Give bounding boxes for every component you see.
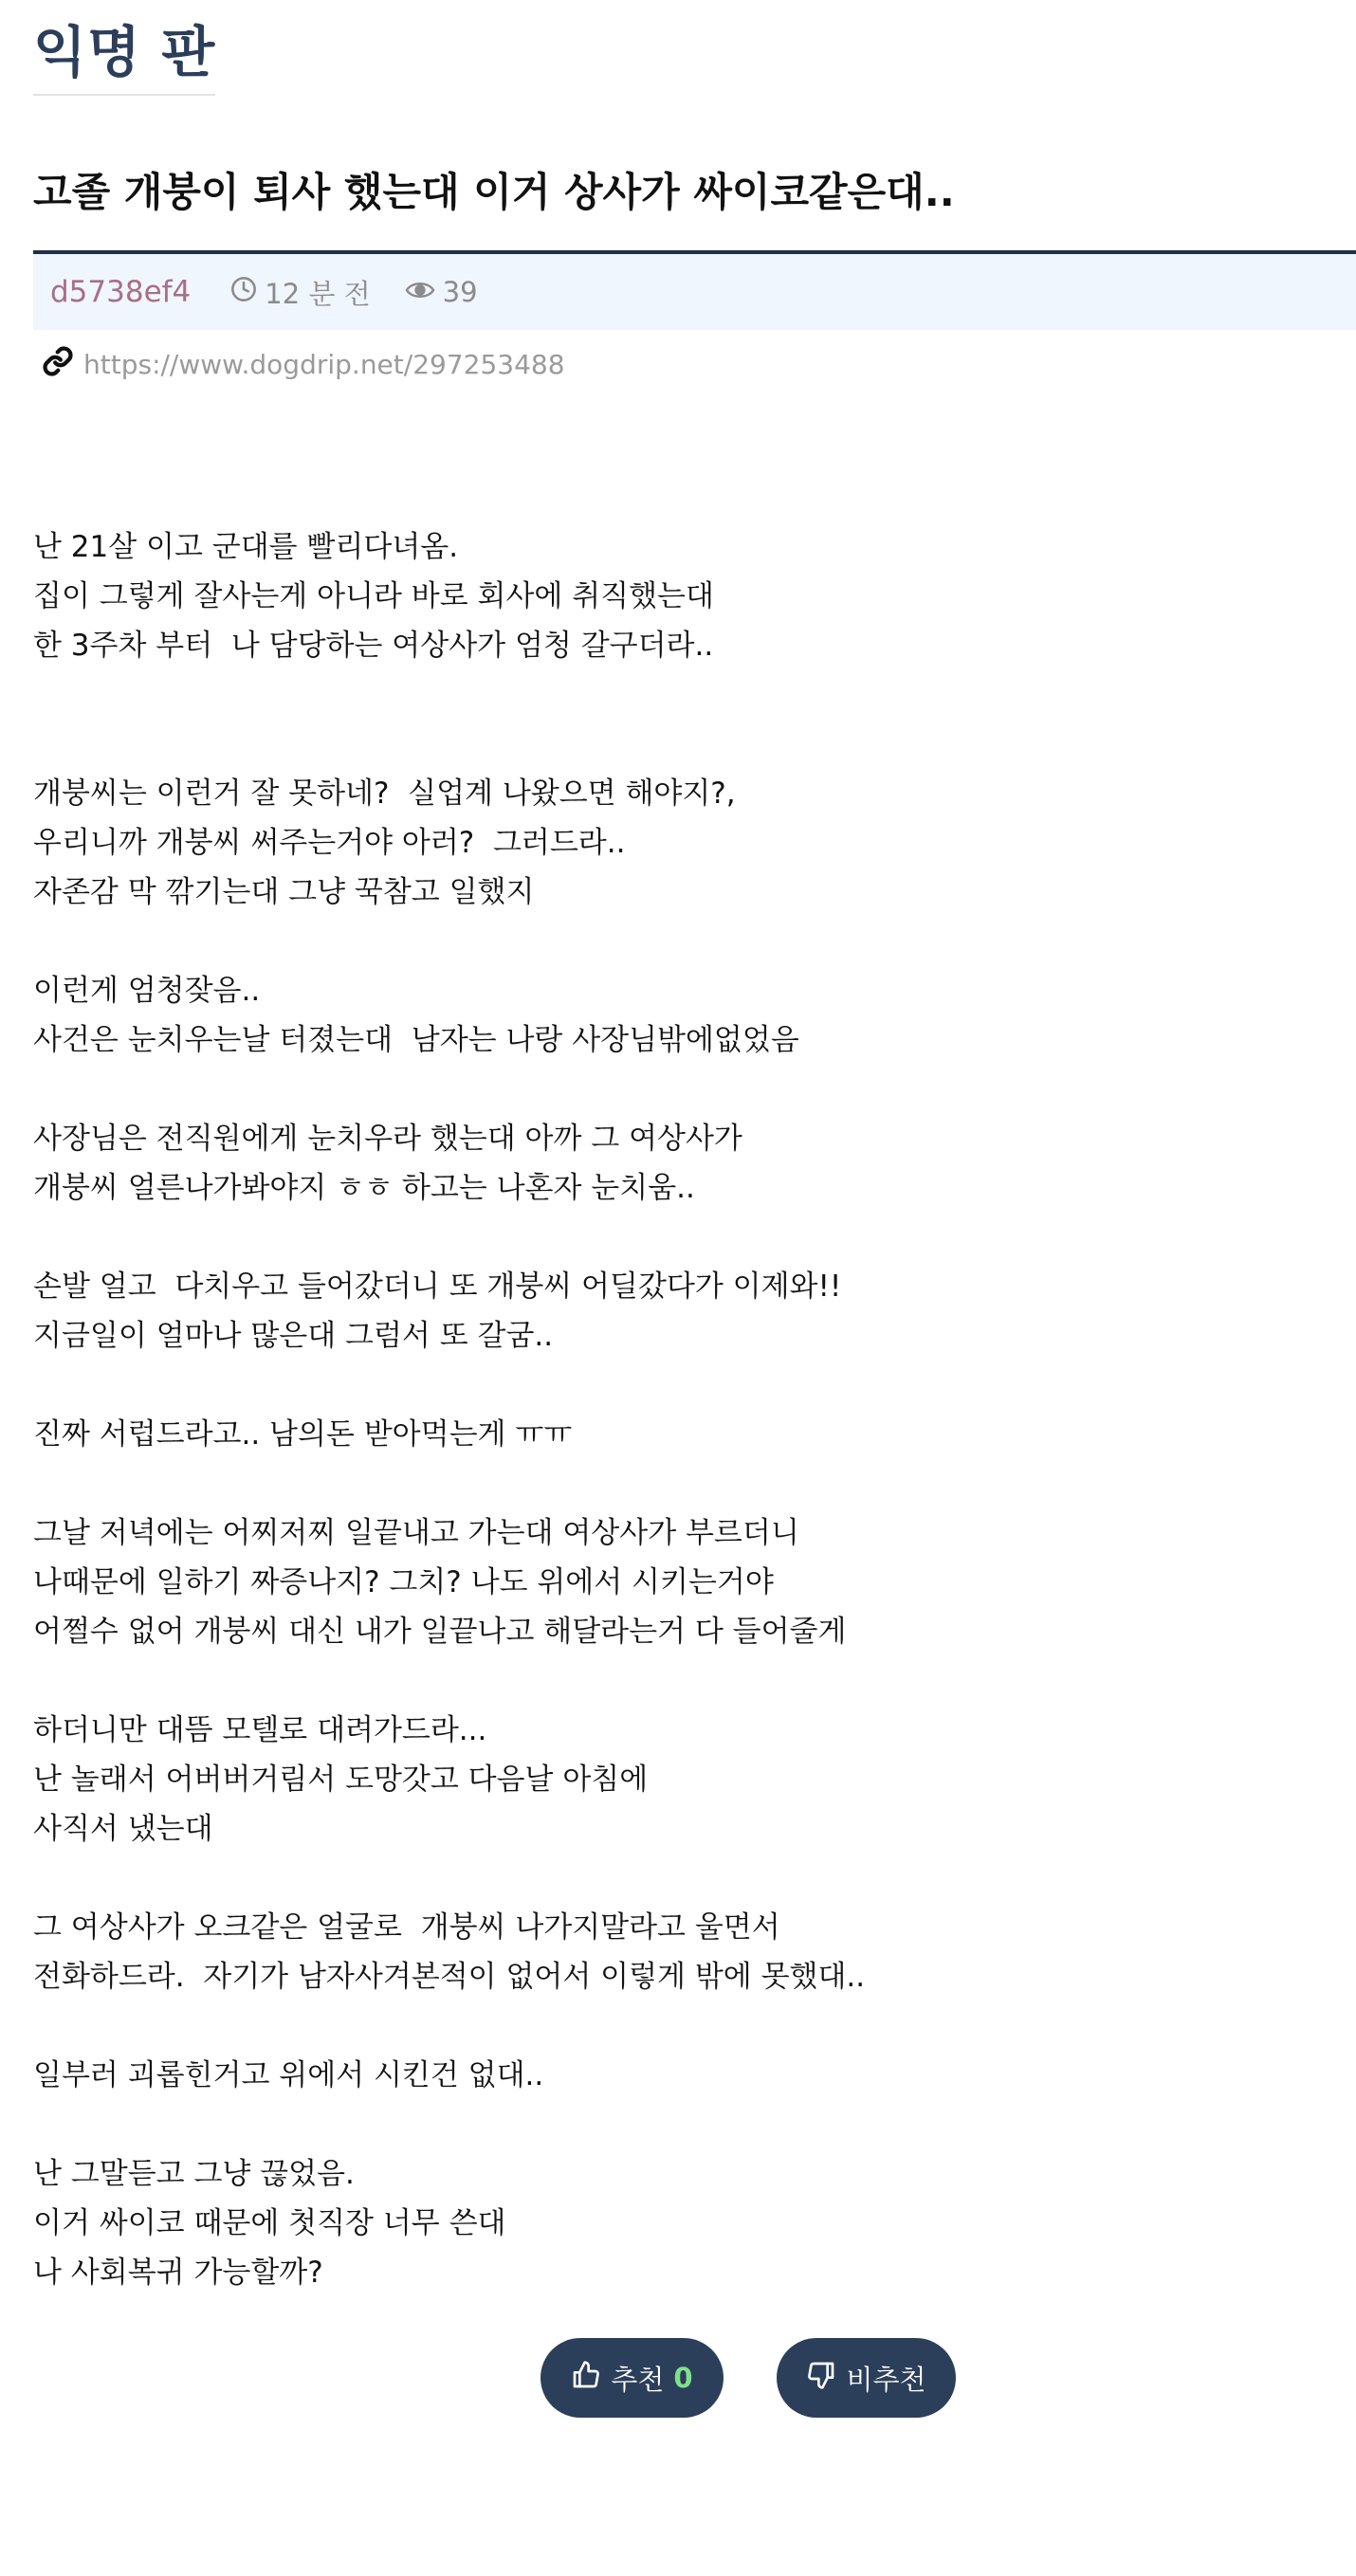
board-title[interactable]: 익명 판	[33, 21, 215, 96]
post-time	[230, 273, 370, 312]
content-line: 사직서 냈는대	[33, 1812, 213, 1846]
content-line: 개붕씨는 이런거 잘 못하네? 실업계 나왔으면 해야지?,	[33, 776, 736, 811]
downvote-label: 비추천	[846, 2363, 926, 2396]
upvote-button[interactable]	[541, 2338, 724, 2418]
post-link-url[interactable]: https://www.dogdrip.net/297253488	[83, 349, 565, 380]
content-line: 사장님은 전직원에게 눈치우라 했는대 아까 그 여상사가	[33, 1122, 742, 1156]
content-line: 이런게 엄청잦음..	[33, 974, 261, 1008]
downvote-button[interactable]	[777, 2338, 956, 2418]
content-line: 그날 저녁에는 어찌저찌 일끝내고 가는대 여상사가 부르더니	[33, 1516, 799, 1550]
content-line: 어쩔수 없어 개붕씨 대신 내가 일끝나고 해달라는거 다 들어줄게	[33, 1615, 847, 1649]
content-line	[33, 670, 1342, 720]
content-line	[33, 720, 1342, 769]
link-icon	[42, 345, 83, 384]
content-line: 그 여상사가 오크같은 얼굴로 개붕씨 나가지말라고 울면서	[33, 1910, 780, 1945]
clock-icon	[230, 276, 265, 309]
content-line: 난 21살 이고 군대를 빨리다녀옴.	[33, 530, 459, 564]
upvote-count: 0	[673, 2362, 693, 2394]
content-line: 나때문에 일하기 짜증나지? 그치? 나도 위에서 시키는거야	[33, 1565, 774, 1599]
content-line: 자존감 막 깎기는대 그냥 꾹참고 일했지	[33, 875, 535, 909]
content-line	[33, 1361, 1342, 1410]
content-line	[33, 1459, 1342, 1508]
eye-icon	[405, 276, 443, 308]
content-line: 사건은 눈치우는날 터졌는대 남자는 나랑 사장님밖에없었음	[33, 1023, 799, 1057]
content-line: 난 그말듣고 그냥 끊었음.	[33, 2157, 355, 2191]
content-line: 전화하드라. 자기가 남자사겨본적이 없어서 이렇게 밖에 못했대..	[33, 1960, 866, 1994]
post-views	[405, 276, 478, 308]
post-content	[33, 522, 1342, 2297]
content-line	[33, 1213, 1342, 1262]
content-line: 하더니만 대뜸 모텔로 대려가드라...	[33, 1713, 487, 1747]
post-time-text: 12 분 전	[265, 277, 371, 310]
content-line: 손발 얼고 다치우고 들어갔더니 또 개붕씨 어딜갔다가 이제와!!	[33, 1270, 842, 1304]
content-line: 일부러 괴롭힌거고 위에서 시킨건 없대..	[33, 2058, 544, 2092]
content-line	[33, 1656, 1342, 1706]
thumbs-up-icon	[571, 2360, 611, 2397]
content-line: 개붕씨 얼른나가봐야지 ㅎㅎ 하고는 나혼자 눈치움..	[33, 1171, 695, 1205]
content-line	[33, 1854, 1342, 1903]
content-line: 집이 그렇게 잘사는게 아니라 바로 회사에 취직했는대	[33, 579, 714, 613]
post-meta-bar	[33, 250, 1356, 330]
content-line: 이거 싸이코 때문에 첫직장 너무 쓴대	[33, 2206, 506, 2240]
content-line: 우리니까 개붕씨 써주는거야 아러? 그러드라..	[33, 826, 626, 860]
content-line: 진짜 서럽드라고.. 남의돈 받아먹는게 ㅠㅠ	[33, 1417, 573, 1452]
thumbs-down-icon	[806, 2360, 846, 2397]
content-line	[33, 2001, 1342, 2051]
content-line: 나 사회복귀 가능할까?	[33, 2256, 323, 2290]
content-line	[33, 2100, 1342, 2149]
content-line: 한 3주차 부터 나 담당하는 여상사가 엄청 갈구더라..	[33, 629, 714, 663]
content-line: 난 놀래서 어버버거림서 도망갓고 다음날 아침에	[33, 1763, 649, 1797]
post-link[interactable]	[42, 345, 565, 384]
post-title: 고졸 개붕이 퇴사 했는대 이거 상사가 싸이코같은대..	[33, 169, 955, 215]
content-line: 지금일이 얼마나 많은대 그럼서 또 갈굼..	[33, 1319, 554, 1353]
content-line	[33, 917, 1342, 966]
post-views-count: 39	[442, 276, 478, 308]
author-name[interactable]: d5738ef4	[50, 275, 192, 309]
upvote-label: 추천	[611, 2363, 665, 2396]
content-line	[33, 1065, 1342, 1114]
